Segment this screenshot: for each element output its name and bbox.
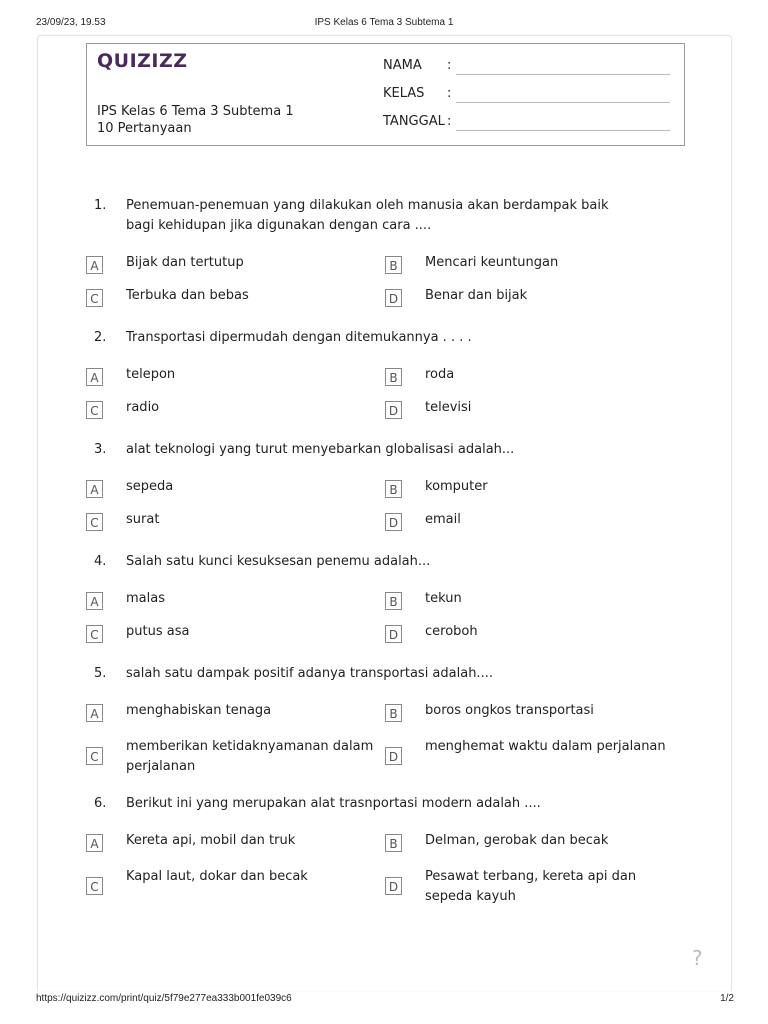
help-icon[interactable]: ? [692, 946, 703, 970]
option-text: tekun [425, 591, 462, 606]
question-number: 6. [94, 796, 107, 811]
option-text: Kapal laut, dokar dan becak [126, 869, 308, 884]
option-text: email [425, 512, 461, 527]
print-header [0, 14, 768, 34]
option-text: putus asa [126, 624, 190, 639]
option-text: surat [126, 512, 160, 527]
option-text: sepeda [126, 479, 174, 494]
name-label: NAMA [383, 58, 422, 73]
option-letter: B [385, 834, 402, 852]
question-number: 5. [94, 666, 107, 681]
date-colon: : [447, 114, 452, 129]
option-letter: D [385, 747, 402, 765]
option-text: Mencari keuntungan [425, 255, 559, 270]
option-letter: A [86, 704, 103, 722]
option-text: Delman, gerobak dan becak [425, 833, 609, 848]
option-letter: D [385, 513, 402, 531]
option-letter: A [86, 256, 103, 274]
option-text: televisi [425, 400, 472, 415]
option-text: Pesawat terbang, kereta api dan sepeda kayuh [425, 869, 637, 904]
option-text: menghabiskan tenaga [126, 703, 272, 718]
option-text: Kereta api, mobil dan truk [126, 833, 296, 848]
question-text: alat teknologi yang turut menyebarkan globalisasi adalah... [126, 442, 515, 457]
option-letter: C [86, 877, 103, 895]
date-label: TANGGAL [383, 114, 445, 129]
class-line [456, 102, 670, 103]
class-colon: : [447, 86, 452, 101]
option-letter: A [86, 834, 103, 852]
question-number: 3. [94, 442, 107, 457]
option-letter: C [86, 625, 103, 643]
class-field [383, 86, 683, 106]
option-letter: D [385, 877, 402, 895]
option-letter: B [385, 480, 402, 498]
question-number: 2. [94, 330, 107, 345]
page-number: 1/2 [720, 993, 734, 1004]
quizizz-logo: QUIZIZZ [97, 50, 188, 72]
option-text: memberikan ketidaknyamanan dalam perjalanan [126, 739, 374, 774]
class-label: KELAS [383, 86, 425, 101]
option-text: ceroboh [425, 624, 478, 639]
option-letter: C [86, 513, 103, 531]
print-date: 23/09/23, 19.53 [36, 17, 106, 28]
question-number: 1. [94, 198, 107, 213]
date-field [383, 114, 683, 134]
option-text: radio [126, 400, 160, 415]
date-line [456, 130, 670, 131]
question-text: Transportasi dipermudah dengan ditemukannya . . . . [126, 330, 472, 345]
option-letter: D [385, 625, 402, 643]
option-text: boros ongkos transportasi [425, 703, 594, 718]
print-footer [0, 990, 768, 1010]
option-text: Terbuka dan bebas [126, 288, 249, 303]
option-letter: A [86, 480, 103, 498]
option-letter: A [86, 592, 103, 610]
name-field [383, 58, 683, 78]
name-line [456, 74, 670, 75]
option-text: telepon [126, 367, 176, 382]
option-letter: D [385, 289, 402, 307]
option-letter: D [385, 401, 402, 419]
question-number: 4. [94, 554, 107, 569]
question-text: salah satu dampak positif adanya transportasi adalah.... [126, 666, 493, 681]
option-letter: B [385, 256, 402, 274]
quiz-header-box [86, 43, 685, 146]
option-letter: A [86, 368, 103, 386]
option-text: Benar dan bijak [425, 288, 528, 303]
quiz-title: IPS Kelas 6 Tema 3 Subtema 1 [97, 104, 294, 119]
question-count: 10 Pertanyaan [97, 121, 192, 136]
print-title: IPS Kelas 6 Tema 3 Subtema 1 [314, 17, 454, 28]
option-letter: B [385, 704, 402, 722]
option-letter: C [86, 289, 103, 307]
option-text: menghemat waktu dalam perjalanan [425, 739, 666, 754]
option-letter: B [385, 592, 402, 610]
print-url: https://quizizz.com/print/quiz/5f79e277ea333b001fe039c6 [36, 993, 292, 1004]
question-text: Berikut ini yang merupakan alat trasnportasi modern adalah .... [126, 796, 541, 811]
option-text: roda [425, 367, 455, 382]
option-letter: C [86, 747, 103, 765]
name-colon: : [447, 58, 452, 73]
question-text: Penemuan-penemuan yang dilakukan oleh manusia akan berdampak baik bagi kehidupan jika digunakan dengan cara .... [126, 198, 609, 233]
option-text: komputer [425, 479, 488, 494]
option-letter: C [86, 401, 103, 419]
option-text: Bijak dan tertutup [126, 255, 244, 270]
option-letter: B [385, 368, 402, 386]
option-text: malas [126, 591, 165, 606]
question-text: Salah satu kunci kesuksesan penemu adalah... [126, 554, 431, 569]
